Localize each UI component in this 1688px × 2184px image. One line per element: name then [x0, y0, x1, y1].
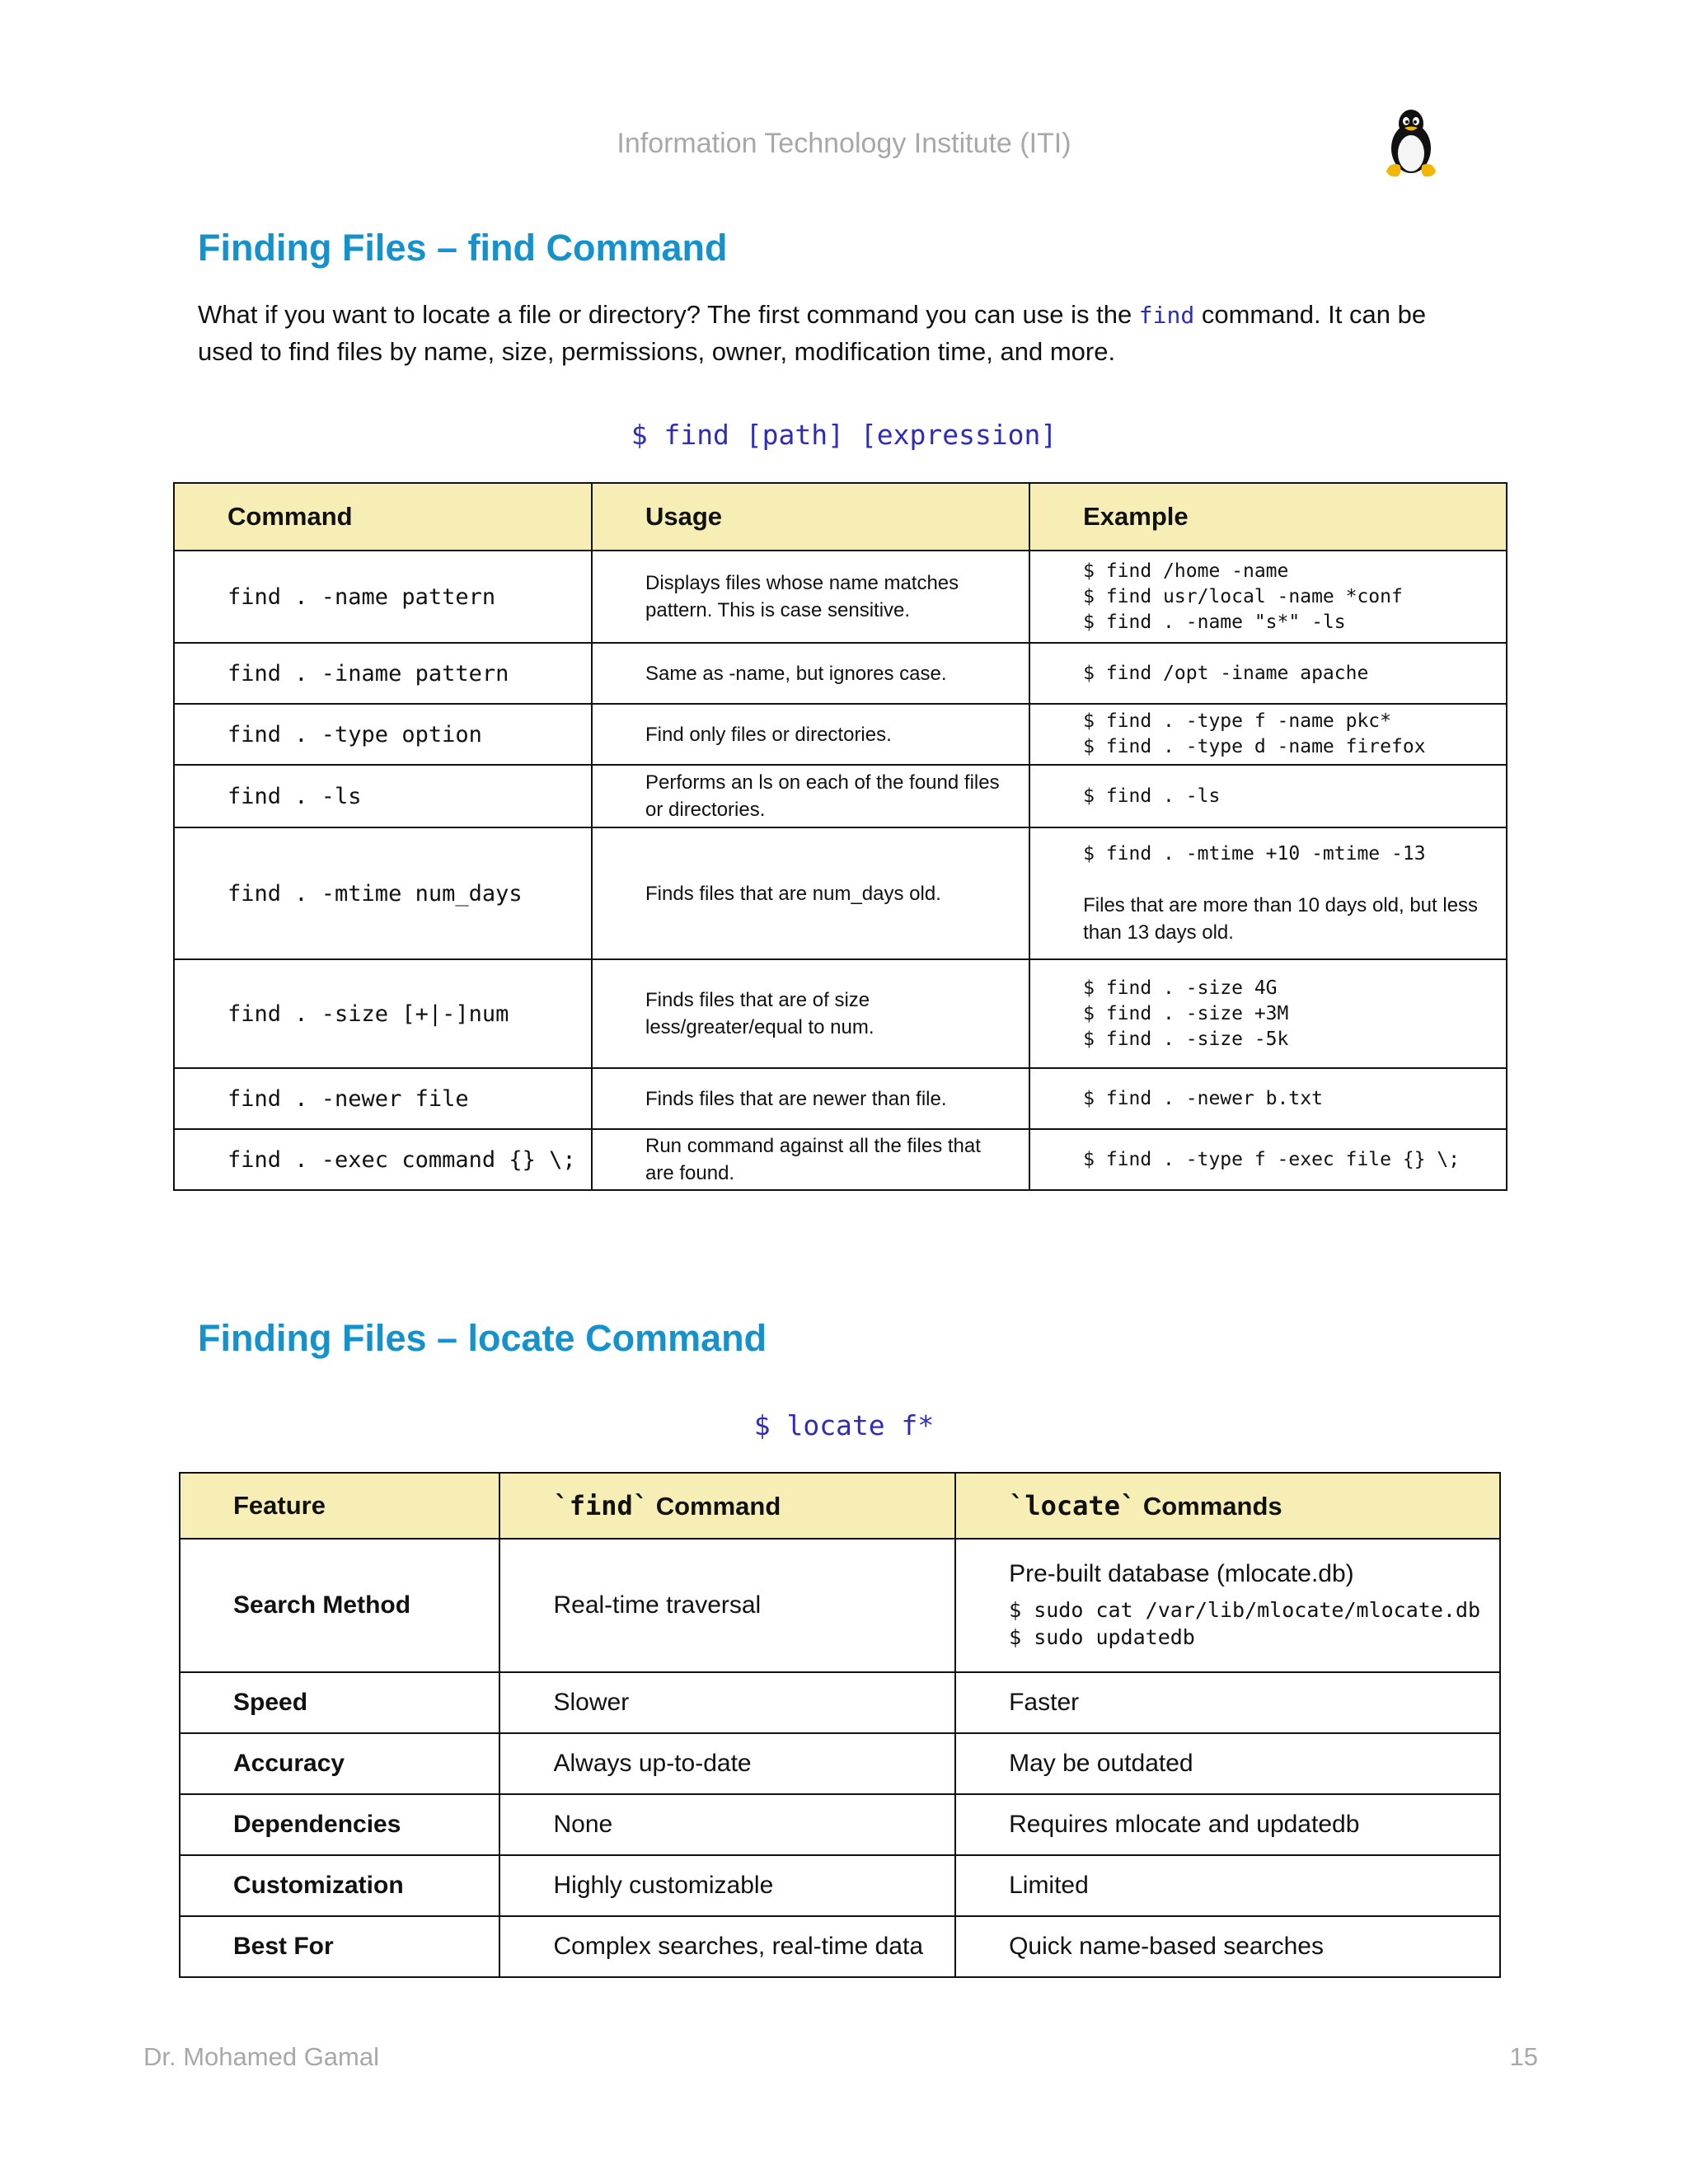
feature-cell: Dependencies	[180, 1794, 499, 1855]
example-line: $ find /opt -iname apache	[1083, 662, 1369, 684]
example-cell	[1029, 704, 1507, 765]
feature-cell: Search Method	[180, 1539, 499, 1672]
intro-text-2: command. It can be used to find files by name, size, permissions, owner, modification time, and more.	[198, 300, 1427, 366]
find-cell: None	[499, 1794, 955, 1855]
example-line: $ find . -type d -name firefox	[1083, 736, 1426, 757]
command-cell: find . -ls	[174, 765, 592, 827]
table-row	[174, 959, 1507, 1068]
header-locate-code: `locate`	[1009, 1490, 1137, 1521]
header-feature: Feature	[180, 1473, 499, 1539]
locate-db-command: $ sudo updatedb	[1009, 1625, 1195, 1649]
usage-cell: Displays files whose name matches pattern. This is case sensitive.	[592, 551, 1029, 643]
table-row	[174, 1129, 1507, 1190]
header-command: Command	[174, 483, 592, 551]
command-cell: find . -mtime num_days	[174, 827, 592, 959]
command-cell: find . -iname pattern	[174, 643, 592, 704]
header-find-text: Command	[649, 1492, 781, 1521]
find-table-header-row	[174, 483, 1507, 551]
find-intro-paragraph	[198, 297, 1484, 370]
feature-cell: Speed	[180, 1672, 499, 1733]
example-cell	[1029, 959, 1507, 1068]
table-row	[180, 1672, 1500, 1733]
intro-code-find: find	[1138, 302, 1195, 329]
command-cell: find . -exec command {} \;	[174, 1129, 592, 1190]
header-find-command	[499, 1473, 955, 1539]
command-cell: find . -size [+|-]num	[174, 959, 592, 1068]
usage-cell: Run command against all the files that are found.	[592, 1129, 1029, 1190]
example-line: $ find . -size +3M	[1083, 1002, 1289, 1024]
usage-cell: Performs an ls on each of the found files or directories.	[592, 765, 1029, 827]
header-usage: Usage	[592, 483, 1029, 551]
example-cell	[1029, 1068, 1507, 1129]
header-locate-text: Commands	[1136, 1492, 1282, 1521]
footer-page-number: 15	[1509, 2042, 1538, 2071]
table-row	[174, 551, 1507, 643]
example-line: $ find . -type f -exec file {} \;	[1083, 1148, 1461, 1170]
find-cell: Always up-to-date	[499, 1733, 955, 1794]
table-row	[174, 1068, 1507, 1129]
find-command-table	[173, 482, 1507, 1191]
usage-cell: Same as -name, but ignores case.	[592, 643, 1029, 704]
example-line: $ find . -name "s*" -ls	[1083, 611, 1346, 633]
linux-tux-icon	[1378, 105, 1444, 180]
example-line: $ find usr/local -name *conf	[1083, 585, 1403, 607]
header-example: Example	[1029, 483, 1507, 551]
example-cell	[1029, 551, 1507, 643]
locate-syntax: $ locate f*	[753, 1409, 935, 1441]
footer-author: Dr. Mohamed Gamal	[143, 2042, 379, 2071]
table-row	[174, 765, 1507, 827]
find-cell: Highly customizable	[499, 1855, 955, 1916]
header-title: Information Technology Institute (ITI)	[617, 128, 1071, 159]
feature-cell: Customization	[180, 1855, 499, 1916]
locate-cell	[955, 1539, 1500, 1672]
command-cell: find . -type option	[174, 704, 592, 765]
locate-cell: Requires mlocate and updatedb	[955, 1794, 1500, 1855]
example-cell	[1029, 1129, 1507, 1190]
find-syntax: $ find [path] [expression]	[631, 419, 1057, 451]
table-row	[180, 1539, 1500, 1672]
find-cell: Slower	[499, 1672, 955, 1733]
example-line: $ find . -ls	[1083, 785, 1221, 807]
locate-db-text: Pre-built database (mlocate.db)	[1009, 1560, 1354, 1587]
table-row	[174, 704, 1507, 765]
find-section-title: Finding Files – find Command	[198, 227, 728, 269]
header-locate-commands	[955, 1473, 1500, 1539]
table-row	[180, 1916, 1500, 1977]
table-row	[180, 1733, 1500, 1794]
locate-cell: Quick name-based searches	[955, 1916, 1500, 1977]
example-cell	[1029, 827, 1507, 959]
command-cell: find . -name pattern	[174, 551, 592, 643]
command-cell: find . -newer file	[174, 1068, 592, 1129]
example-note: Files that are more than 10 days old, but less than 13 days old.	[1083, 893, 1479, 944]
usage-cell: Finds files that are newer than file.	[592, 1068, 1029, 1129]
intro-text-1: What if you want to locate a file or directory? The first command you can use is the	[198, 300, 1139, 329]
table-row	[180, 1794, 1500, 1855]
usage-cell: Finds files that are num_days old.	[592, 827, 1029, 959]
feature-cell: Accuracy	[180, 1733, 499, 1794]
locate-cell: Limited	[955, 1855, 1500, 1916]
example-cell	[1029, 765, 1507, 827]
example-line: $ find . -size -5k	[1083, 1028, 1289, 1050]
locate-section-title: Finding Files – locate Command	[198, 1317, 767, 1359]
example-line: $ find . -newer b.txt	[1083, 1087, 1323, 1109]
example-line: $ find . -mtime +10 -mtime -13	[1083, 842, 1426, 865]
example-cell	[1029, 643, 1507, 704]
locate-cell: May be outdated	[955, 1733, 1500, 1794]
example-line: $ find /home -name	[1083, 560, 1289, 582]
feature-cell: Best For	[180, 1916, 499, 1977]
find-vs-locate-table	[179, 1472, 1501, 1978]
header-find-code: `find`	[553, 1490, 649, 1521]
locate-db-command: $ sudo cat /var/lib/mlocate/mlocate.db	[1009, 1598, 1481, 1622]
example-line: $ find . -type f -name pkc*	[1083, 710, 1391, 732]
usage-cell: Find only files or directories.	[592, 704, 1029, 765]
table-row	[180, 1855, 1500, 1916]
find-cell: Real-time traversal	[499, 1539, 955, 1672]
find-cell: Complex searches, real-time data	[499, 1916, 955, 1977]
example-line: $ find . -size 4G	[1083, 977, 1278, 999]
comparison-header-row	[180, 1473, 1500, 1539]
locate-cell: Faster	[955, 1672, 1500, 1733]
table-row	[174, 643, 1507, 704]
usage-cell: Finds files that are of size less/greater/equal to num.	[592, 959, 1029, 1068]
table-row	[174, 827, 1507, 959]
